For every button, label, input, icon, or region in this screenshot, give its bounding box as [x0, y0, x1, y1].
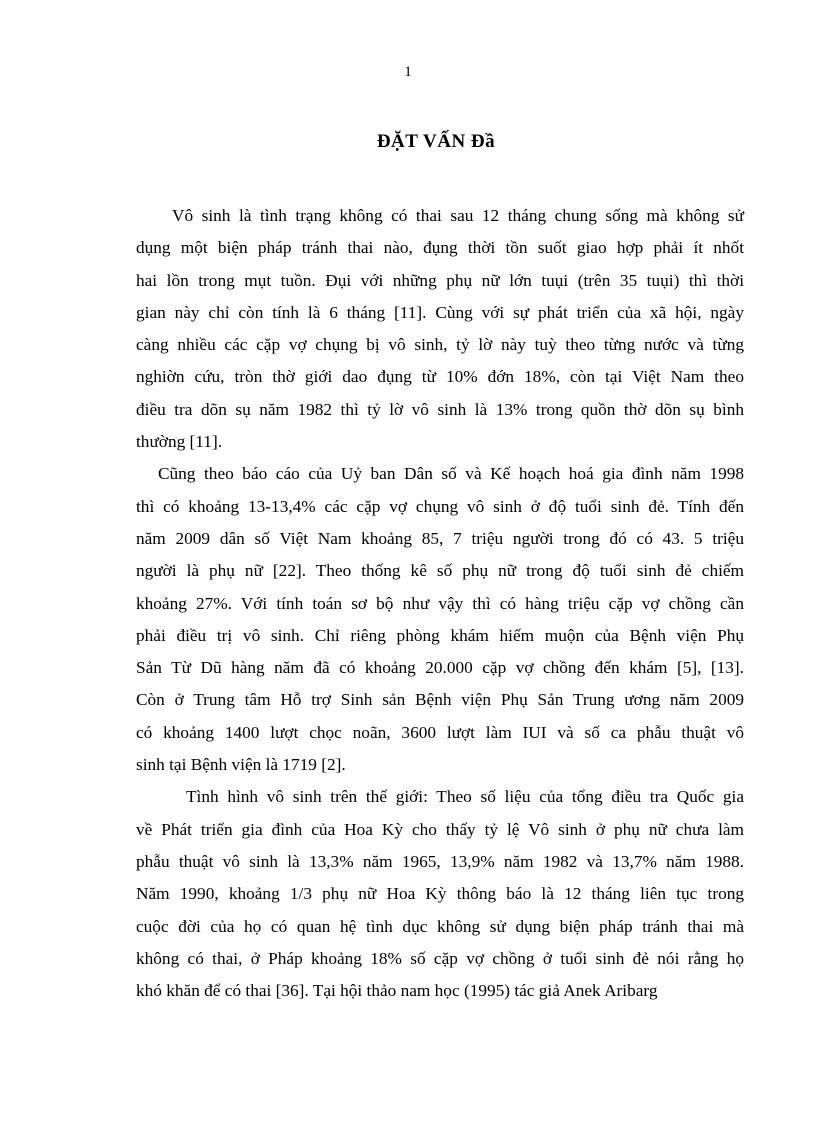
text-line: dụng một biện pháp tránh thai nào, đụng thời tồn suốt giao hợp phải ít nhốt — [136, 238, 744, 258]
text-line: về Phát triển gia đình của Hoa Kỳ cho thấy tỷ lệ Vô sinh ở phụ nữ chưa làm — [136, 819, 744, 839]
text-line: phải điều trị vô sinh. Chỉ riêng phòng khám hiếm muộn của Bệnh viện Phụ — [136, 625, 744, 645]
text-line: thì có khoảng 13-13,4% các cặp vợ chụng vô sinh ở độ tuổi sinh đẻ. Tính đến — [136, 496, 744, 516]
text-line: thường [11]. — [136, 432, 223, 452]
text-line: khoảng 27%. Với tính toán sơ bộ như vậy thì có hàng triệu cặp vợ chồng cần — [136, 593, 744, 613]
paragraph-vietnam-statistics — [136, 458, 744, 781]
text-line: cuộc đời của họ có quan hệ tình dục không sử dụng biện pháp tránh thai mà — [136, 916, 744, 936]
text-line: Tình hình vô sinh trên thế giới: Theo số liệu của tổng điều tra Quốc gia — [186, 787, 744, 807]
text-line: phẫu thuật vô sinh là 13,3% năm 1965, 13,9% năm 1982 và 13,7% năm 1988. — [136, 851, 744, 871]
text-line: khó khăn để có thai [36]. Tại hội thảo nam học (1995) tác giả Anek Aribarg — [136, 981, 658, 1001]
text-line: điều tra dõn sụ năm 1982 thì tỷ lờ vô sinh là 13% trong quồn thờ dõn sụ bình — [136, 399, 744, 419]
text-line: Năm 1990, khoảng 1/3 phụ nữ Hoa Kỳ thông báo là 12 tháng liên tục trong — [136, 884, 744, 904]
text-line: hai lồn trong mụt tuồn. Đụi với những phụ nữ lớn tuụi (trên 35 tuụi) thì thời — [136, 270, 744, 290]
text-line: không có thai, ở Pháp khoảng 18% số cặp vợ chồng ở tuổi sinh đẻ nói rằng họ — [136, 948, 744, 968]
text-line: Cũng theo báo cáo của Uỷ ban Dân số và Kế hoạch hoá gia đình năm 1998 — [158, 464, 744, 484]
text-line: gian này chỉ còn tính là 6 tháng [11]. Cùng với sự phát triển của xã hội, ngày — [136, 302, 744, 322]
text-line: có khoảng 1400 lượt chọc noãn, 3600 lượt làm IUI và số ca phẫu thuật vô — [136, 722, 744, 742]
text-line: năm 2009 dân số Việt Nam khoảng 85, 7 triệu người trong đó có 43. 5 triệu — [136, 528, 744, 548]
text-line: Sản Từ Dũ hàng năm đã có khoảng 20.000 cặp vợ chồng đến khám [5], [13]. — [136, 658, 744, 678]
text-line: người là phụ nữ [22]. Theo thống kê số phụ nữ trong độ tuổi sinh đẻ chiếm — [136, 561, 744, 581]
body-text — [136, 200, 744, 1007]
paragraph-world-statistics — [136, 781, 744, 1007]
text-line: sinh tại Bệnh viện là 1719 [2]. — [136, 755, 346, 775]
text-line: Vô sinh là tình trạng không có thai sau 12 tháng chung sống mà không sử — [172, 206, 744, 225]
text-line: nghiờn cứu, tròn thờ giới dao đụng từ 10% đớn 18%, còn tại Việt Nam theo — [136, 367, 744, 387]
text-line: càng nhiều các cặp vợ chụng bị vô sinh, tỷ lờ này tuỳ theo từng nước và từng — [136, 335, 744, 355]
page-number: 1 — [404, 64, 412, 80]
text-line: Còn ở Trung tâm Hỗ trợ Sinh sản Bệnh viện Phụ Sản Trung ương năm 2009 — [136, 690, 744, 710]
document-title: ĐẶT VẤN Đầ — [376, 131, 496, 152]
paragraph-infertility-definition — [136, 200, 744, 458]
